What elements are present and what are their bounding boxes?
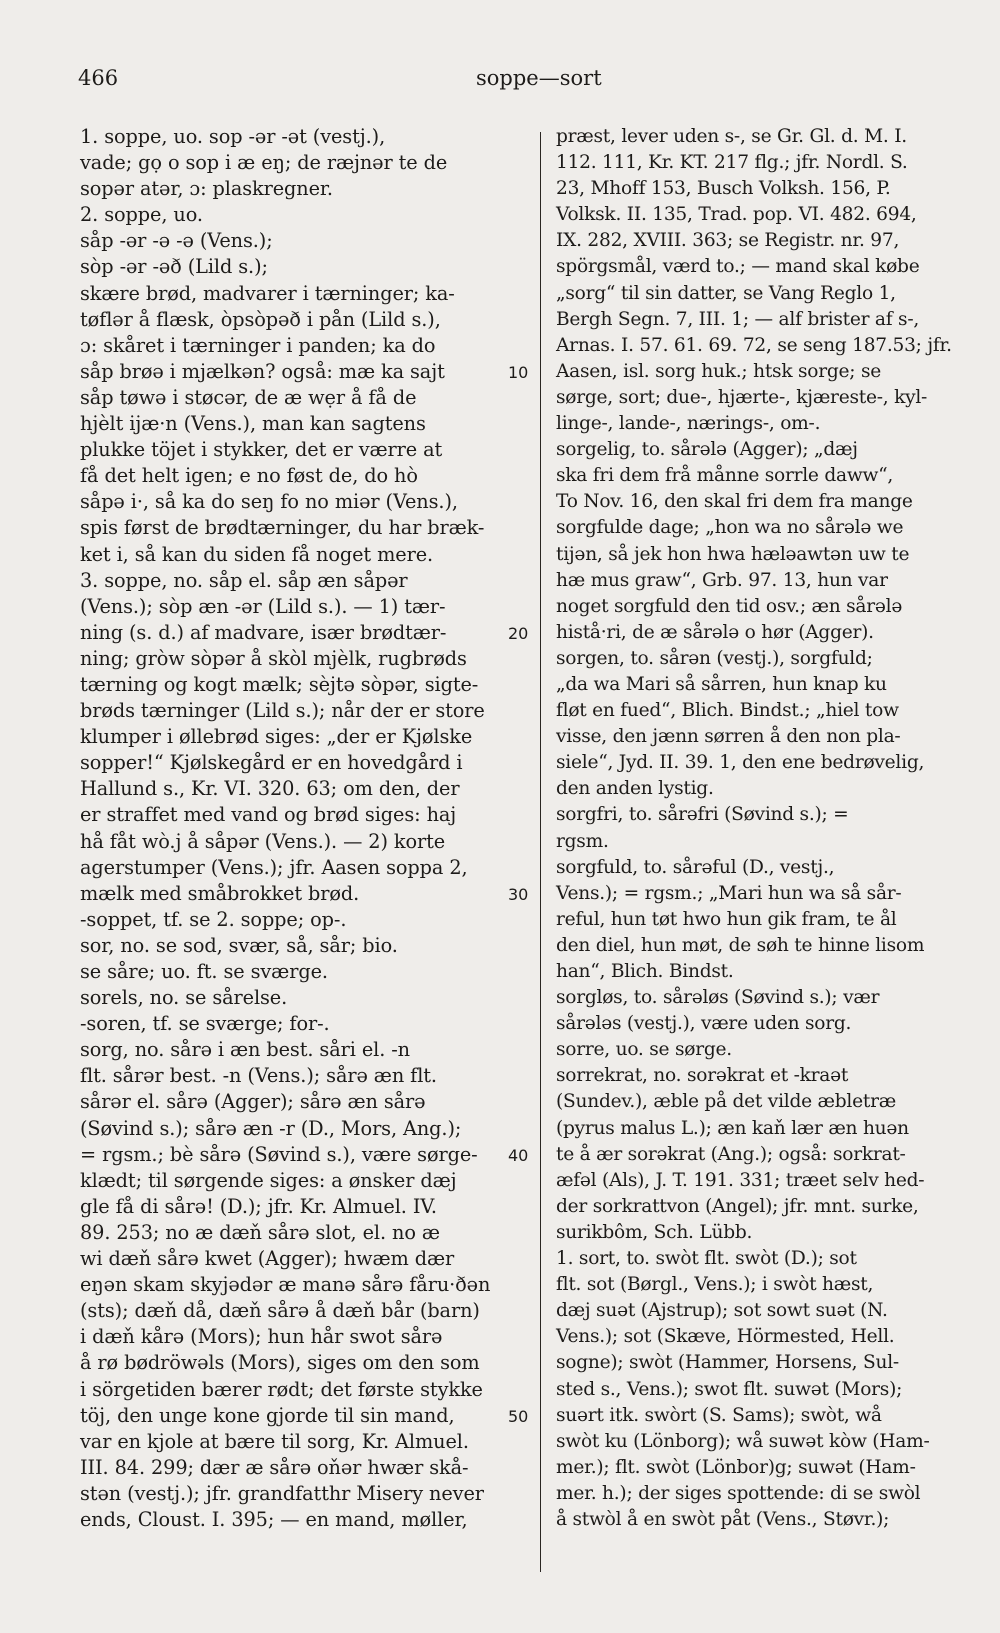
line-number: 30 [508,884,529,904]
text-line: sòp -ər -əð (Lild s.); [80,255,268,279]
line-number: 50 [508,1406,529,1426]
text-line: i dæň kårə (Mors); hun hår swot sårə [80,1325,443,1349]
text-line: er straffet med vand og brød siges: haj [80,803,457,827]
text-line: var en kjole at bære til sorg, Kr. Almuel. [80,1429,469,1453]
text-line: sårələs (vestj.), være uden sorg. [556,1013,852,1035]
text-line: 3. soppe, no. såp el. såp æn såpər [80,568,408,592]
text-line: den diel, hun møt, de søh te hinne lisom [556,934,925,956]
text-line: Arnas. I. 57. 61. 69. 72, se seng 187.53; jfr. [556,334,952,356]
text-line: „da wa Mari så sårren, hun knap ku [556,673,887,695]
text-line: reful, hun tøt hwo hun gik fram, te ål [556,908,897,930]
text-line: præst, lever uden s-, se Gr. Gl. d. M. I. [556,126,907,147]
text-line: ning (s. d.) af madvare, især brødtær- [80,620,447,644]
text-line: flt. sårər best. -n (Vens.); sårə æn flt. [80,1064,437,1088]
text-line: vade; gọ o sop i æ eŋ; de ræjnər te de [80,151,448,175]
text-line: sorgen, to. sårən (vestj.), sorgfuld; [556,647,873,669]
text-line: visse, den jænn sørren å den non pla- [556,726,901,748]
text-line: rgsm. [556,830,609,852]
text-line: Vens.); sot (Skæve, Hörmested, Hell. [556,1326,895,1348]
running-head: soppe—sort [476,66,602,90]
text-line: 89. 253; no æ dæň sårə slot, el. no æ [80,1220,440,1244]
text-line: sorgløs, to. sårəløs (Søvind s.); vær [556,987,880,1009]
text-line: sårər el. sårə (Agger); sårə æn sårə [80,1090,426,1114]
text-line: (pyrus malus L.); æn kaň lær æn huən [556,1117,909,1139]
text-line: æfəl (Als), J. T. 191. 331; træet selv hed- [556,1169,925,1191]
text-line: (Vens.); sòp æn -ər (Lild s.). — 1) tær- [80,594,446,618]
text-line: ket i, så kan du siden få noget mere. [80,542,434,566]
text-line: å rø bødröwəls (Mors), siges om den som [80,1351,480,1375]
text-line: ska fri dem frå månne sorrle daww“, [556,465,894,487]
text-line: fløt en fued“, Blich. Bindst.; „hiel tow [556,700,899,722]
text-line: sopər atər, ɔ: plaskregner. [80,177,333,201]
page-number: 466 [78,66,119,90]
text-line: tijən, så jek hon hwa hæləawtən uw te [556,543,910,565]
text-line: sorgfri, to. sårəfri (Søvind s.); = [556,804,849,826]
text-line: Bergh Segn. 7, III. 1; — alf brister af s-, [556,308,920,330]
text-line: eŋən skam skyjədər æ manə sårə fåru·ðən [80,1273,491,1297]
text-line: få det helt igen; e no føst de, do hò [80,464,418,488]
text-line: såp tøwə i støcər, de æ wẹr å få de [80,385,417,409]
text-line: der sorkrattvon (Angel); jfr. mnt. surke, [556,1195,919,1217]
text-line: suərt itk. swòrt (S. Sams); swòt, wå [556,1404,882,1426]
text-line: sopper!“ Kjølskegård er en hovedgård i [80,751,463,775]
text-line: wi dæň sårə kwet (Agger); hwæm dær [80,1247,455,1271]
text-line: hæ mus graw“, Grb. 97. 13, hun var [556,569,888,591]
text-line: 2. soppe, uo. [80,203,203,227]
text-line: „sorg“ til sin datter, se Vang Reglo 1, [556,282,896,304]
text-line: 1. soppe, uo. sop -ər -ət (vestj.), [80,125,386,148]
text-line: 1. sort, to. swòt flt. swòt (D.); sot [556,1248,857,1270]
text-line: IX. 282, XVIII. 363; se Registr. nr. 97, [556,230,900,252]
text-line: tøflər å flæsk, òpsòpəð i pån (Lild s.), [80,307,441,331]
text-line: sorels, no. se sårelse. [80,986,288,1010]
text-line: plukke töjet i stykker, det er værre at [80,438,443,462]
line-number: 10 [508,362,529,382]
text-line: sorgfuld, to. sårəful (D., vestj., [556,856,835,878]
text-line: skære brød, madvarer i tærninger; ka- [80,281,455,305]
text-line: mer. h.); der siges spottende: di se swòl [556,1482,921,1504]
column-divider [540,132,541,1572]
text-line: dæj suət (Ajstrup); sot sowt suət (N. [556,1300,888,1322]
text-line: 23, Mhoff 153, Busch Volksh. 156, P. [556,178,891,200]
text-line: surikbôm, Sch. Lübb. [556,1221,753,1243]
text-line: To Nov. 16, den skal fri dem fra mange [556,491,913,513]
text-line: Volksk. II. 135, Trad. pop. VI. 482. 694, [556,204,917,226]
text-line: hjèlt ijæ·n (Vens.), man kan sagtens [80,412,426,436]
text-line: (Søvind s.); sårə æn -r (D., Mors, Ang.); [80,1116,462,1140]
text-line: sted s., Vens.); swot flt. suwət (Mors); [556,1378,903,1400]
text-line: flt. sot (Børgl., Vens.); i swòt hæst, [556,1274,874,1296]
text-line: hå fåt wò.j å såpər (Vens.). — 2) korte [80,829,446,853]
text-line: i sörgetiden bærer rødt; det første stykke [80,1377,483,1401]
text-line: spis først de brødtærninger, du har bræk- [80,516,485,540]
text-line: (Sundev.), æble på det vilde æbletræ [556,1091,896,1113]
text-line: såpə i·, så ka do seŋ fo no miər (Vens.), [80,490,458,514]
text-line: III. 84. 299; dær æ sårə oňər hwær skå- [80,1455,469,1479]
text-line: stən (vestj.); jfr. grandfatthr Misery never [80,1481,484,1505]
text-line: brøds tærninger (Lild s.); når der er store [80,699,485,723]
text-line: mer.); flt. swòt (Lönbor)g; suwət (Ham- [556,1456,916,1478]
text-line: noget sorgfuld den tid osv.; æn sårələ [556,595,903,617]
text-line: -soppet, tf. se 2. soppe; op-. [80,907,347,931]
text-line: klumper i øllebrød siges: „der er Kjølske [80,725,473,749]
line-number: 40 [508,1145,529,1165]
text-line: = rgsm.; bè sårə (Søvind s.), være sørge- [80,1142,478,1166]
text-line: Hallund s., Kr. VI. 320. 63; om den, der [80,777,460,801]
text-line: sorre, uo. se sørge. [556,1039,732,1061]
text-line: (sts); dæň då, dæň sårə å dæň bår (barn) [80,1299,480,1323]
text-line: tærning og kogt mælk; sèjtə sòpər, sigte- [80,672,479,696]
text-line: klædt; til sørgende siges: a ønsker dæj [80,1168,457,1192]
text-line: histå·ri, de æ sårələ o hør (Agger). [556,621,874,643]
text-line: linge-, lande-, nærings-, om-. [556,413,821,435]
text-line: sor, no. se sod, svær, så, sår; bio. [80,933,398,957]
page-header [0,66,1000,96]
text-line: -soren, tf. se sværge; for-. [80,1012,330,1036]
text-line: den anden lystig. [556,778,714,800]
text-line: Vens.); = rgsm.; „Mari hun wa så sår- [556,882,902,904]
text-line: ning; gròw sòpər å skòl mjèlk, rugbrøds [80,646,467,670]
text-line: såp -ər -ə -ə (Vens.); [80,229,273,253]
text-line: mælk med småbrokket brød. [80,881,360,905]
text-line: swòt ku (Lönborg); wå suwət kòw (Ham- [556,1430,930,1452]
text-line: sørge, sort; due-, hjærte-, kjæreste-, kyl- [556,386,928,408]
text-line: han“, Blich. Bindst. [556,961,734,982]
text-line: se såre; uo. ft. se sværge. [80,960,328,983]
text-line: agerstumper (Vens.); jfr. Aasen soppa 2, [80,855,468,879]
text-line: sorg, no. sårə i æn best. såri el. -n [80,1038,411,1062]
text-line: ends, Cloust. I. 395; — en mand, møller, [80,1507,468,1531]
text-line: sorgelig, to. sårələ (Agger); „dæj [556,439,858,461]
text-line: töj, den unge kone gjorde til sin mand, [80,1403,455,1427]
text-line: gle få di sårə! (D.); jfr. Kr. Almuel. IV. [80,1194,437,1218]
text-line: sorgfulde dage; „hon wa no sårələ we [556,517,904,539]
text-line: såp brøə i mjælkən? også: mæ ka sajt [80,359,445,383]
text-line: Aasen, isl. sorg huk.; htsk sorge; se [556,360,882,382]
text-line: te å ær sorəkrat (Ang.); også: sorkrat- [556,1143,906,1165]
line-number: 20 [508,623,529,643]
left-column [80,124,527,1533]
text-line: siele“, Jyd. II. 39. 1, den ene bedrøvelig, [556,752,925,774]
text-line: sorrekrat, no. sorəkrat et -kraət [556,1065,849,1087]
text-line: sogne); swòt (Hammer, Horsens, Sul- [556,1352,899,1374]
text-line: spörgsmål, værd to.; — mand skal købe [556,256,920,278]
text-line: ɔ: skåret i tærninger i panden; ka do [80,333,436,357]
text-line: 112. 111, Kr. KT. 217 flg.; jfr. Nordl. S. [556,152,908,174]
right-column [556,124,981,1533]
text-line: å stwòl å en swòt påt (Vens., Støvr.); [556,1508,890,1530]
